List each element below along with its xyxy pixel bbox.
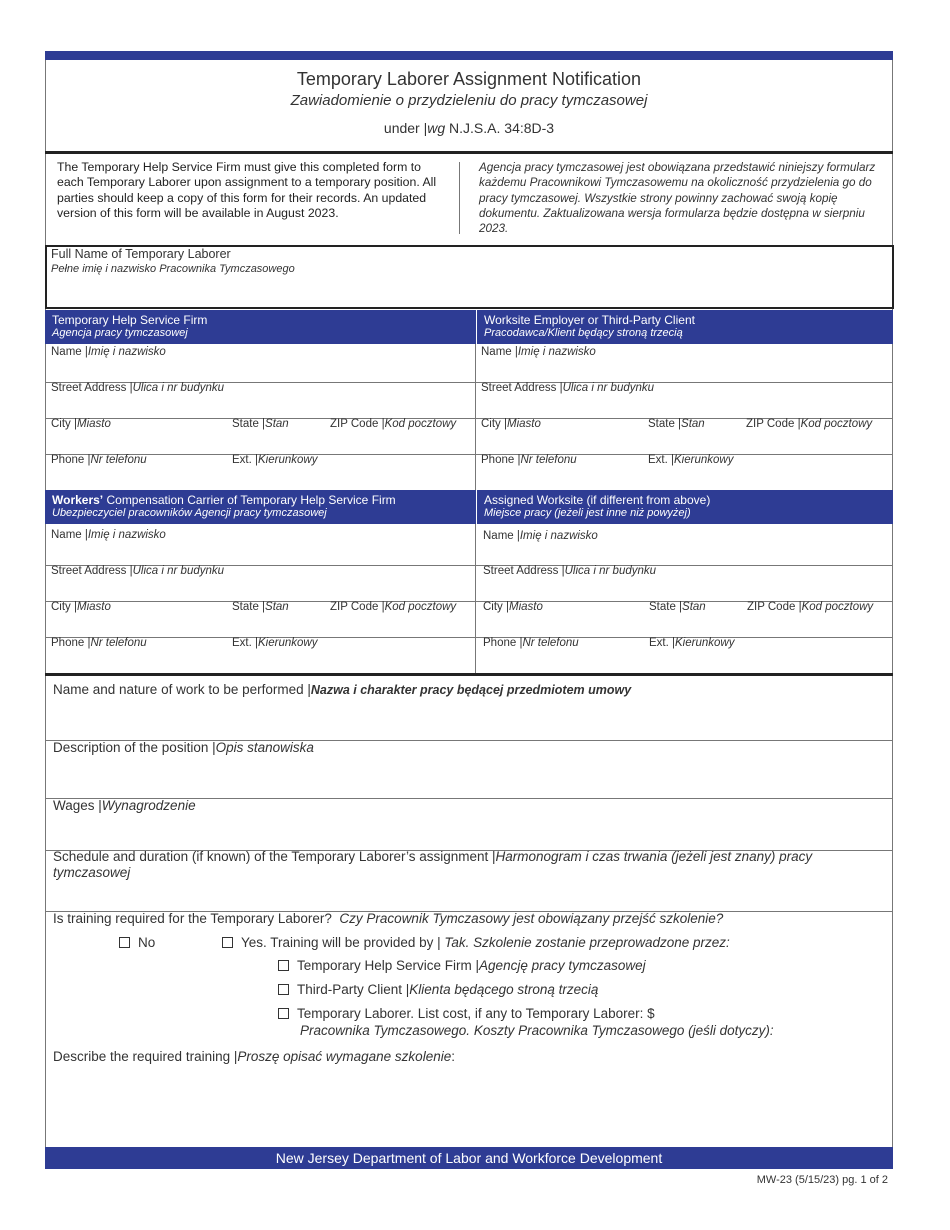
divider	[45, 151, 893, 154]
training-provider-firm[interactable]: Temporary Help Service Firm |Agencję pracy tymczasowej	[278, 958, 646, 973]
firm-ext-field[interactable]: Ext. |Kierunkowy	[232, 454, 318, 466]
worksite-state-field[interactable]: State |Stan	[649, 601, 706, 613]
employer-zip-field[interactable]: ZIP Code |Kod pocztowy	[746, 418, 873, 430]
employer-city-field[interactable]: City |Miasto	[481, 418, 541, 430]
firm-phone-field[interactable]: Phone |Nr telefonu	[51, 454, 147, 466]
section-header-worksite: Assigned Worksite (if different from above) Miejsce pracy (jeżeli jest inne niż powyżej)	[476, 490, 893, 524]
worksite-city-field[interactable]: City |Miasto	[483, 601, 543, 613]
worksite-street-field[interactable]: Street Address |Ulica i nr budynku	[483, 565, 657, 577]
statute-reference: under |wg N.J.S.A. 34:8D-3	[383, 120, 555, 136]
carrier-state-field[interactable]: State |Stan	[232, 601, 289, 613]
section-header-employer: Worksite Employer or Third-Party Client Pracodawca/Klient będący stroną trzecią	[476, 310, 893, 344]
yes-checkbox[interactable]	[222, 937, 233, 948]
no-checkbox[interactable]	[119, 937, 130, 948]
employer-phone-field[interactable]: Phone |Nr telefonu	[481, 454, 577, 466]
form-number: MW-23 (5/15/23) pg. 1 of 2	[756, 1174, 888, 1186]
firm-checkbox[interactable]	[278, 960, 289, 971]
employer-ext-field[interactable]: Ext. |Kierunkowy	[648, 454, 734, 466]
wages-field[interactable]: Wages |Wynagrodzenie	[53, 798, 196, 813]
training-provider-laborer-polish: Pracownika Tymczasowego. Koszty Pracownika Tymczasowego (jeśli dotyczy):	[300, 1023, 774, 1038]
carrier-name-field[interactable]: Name |Imię i nazwisko	[51, 529, 166, 541]
firm-street-field[interactable]: Street Address |Ulica i nr budynku	[51, 382, 225, 394]
employer-street-field[interactable]: Street Address |Ulica i nr budynku	[481, 382, 655, 394]
training-provider-client[interactable]: Third-Party Client |Klienta będącego stroną trzecią	[278, 982, 598, 997]
grid-line	[45, 637, 893, 638]
grid-divider	[475, 344, 476, 490]
full-name-label: Full Name of Temporary Laborer	[51, 247, 231, 261]
laborer-checkbox[interactable]	[278, 1008, 289, 1019]
carrier-zip-field[interactable]: ZIP Code |Kod pocztowy	[330, 601, 457, 613]
full-name-label-polish: Pełne imię i nazwisko Pracownika Tymczasowego	[51, 263, 295, 275]
column-divider	[459, 162, 460, 234]
position-description-field[interactable]: Description of the position |Opis stanowiska	[53, 740, 314, 755]
client-checkbox[interactable]	[278, 984, 289, 995]
grid-divider	[475, 524, 476, 674]
schedule-field[interactable]: Schedule and duration (if known) of the Temporary Laborer’s assignment |Harmonogram i czas trwania (jeżeli jest znany) pracy tymczasowej	[53, 849, 813, 880]
firm-name-field[interactable]: Name |Imię i nazwisko	[51, 346, 166, 358]
section-header-firm: Temporary Help Service Firm Agencja pracy tymczasowej	[45, 310, 476, 344]
training-question: Is training required for the Temporary Laborer? Czy Pracownik Tymczasowy jest obowiązany przejść szkolenie?	[53, 911, 724, 926]
section-header-carrier: Workers’ Compensation Carrier of Temporary Help Service Firm Ubezpieczyciel pracowników Agencji pracy tymczasowej	[45, 490, 476, 524]
instructions-polish: Agencja pracy tymczasowej jest obowiązana przedstawić niniejszy formularz każdemu Pracownikowi Tymczasowemu na okoliczność przydzielenia go do pracy tymczasowej. Wszystkie strony powinny zachować swoją kopię dokumentu. Zaktualizowana wersja formularza będzie dostępna w sierpniu 2023.	[479, 161, 876, 236]
firm-zip-field[interactable]: ZIP Code |Kod pocztowy	[330, 418, 457, 430]
worksite-phone-field[interactable]: Phone |Nr telefonu	[483, 637, 579, 649]
grid-line	[45, 454, 893, 455]
worksite-name-field[interactable]: Name |Imię i nazwisko	[483, 530, 598, 542]
carrier-phone-field[interactable]: Phone |Nr telefonu	[51, 637, 147, 649]
firm-state-field[interactable]: State |Stan	[232, 418, 289, 430]
worksite-ext-field[interactable]: Ext. |Kierunkowy	[649, 637, 735, 649]
training-no-option[interactable]: No	[119, 935, 155, 950]
instructions-english: The Temporary Help Service Firm must give this completed form to each Temporary Laborer upon assignment to a temporary position. All parties should keep a copy of this form for their records. An updated version of this form will be available in August 2023.	[57, 160, 437, 220]
firm-city-field[interactable]: City |Miasto	[51, 418, 111, 430]
training-description-field[interactable]: Describe the required training |Proszę opisać wymagane szkolenie:	[53, 1049, 455, 1064]
carrier-street-field[interactable]: Street Address |Ulica i nr budynku	[51, 565, 225, 577]
divider	[45, 673, 893, 676]
carrier-city-field[interactable]: City |Miasto	[51, 601, 111, 613]
agency-footer: New Jersey Department of Labor and Workforce Development	[45, 1147, 893, 1169]
training-yes-option[interactable]: Yes. Training will be provided by | Tak. Szkolenie zostanie przeprowadzone przez:	[222, 935, 730, 950]
form-title: Temporary Laborer Assignment Notification	[296, 69, 642, 89]
worksite-zip-field[interactable]: ZIP Code |Kod pocztowy	[747, 601, 874, 613]
employer-name-field[interactable]: Name |Imię i nazwisko	[481, 346, 596, 358]
top-accent-bar	[45, 51, 893, 60]
employer-state-field[interactable]: State |Stan	[648, 418, 705, 430]
training-provider-laborer[interactable]: Temporary Laborer. List cost, if any to Temporary Laborer: $	[278, 1006, 655, 1021]
nature-of-work-field[interactable]: Name and nature of work to be performed |Nazwa i charakter pracy będącej przedmiotem umowy	[53, 682, 632, 697]
carrier-ext-field[interactable]: Ext. |Kierunkowy	[232, 637, 318, 649]
form-title-polish: Zawiadomienie o przydzieleniu do pracy tymczasowej	[290, 92, 648, 109]
